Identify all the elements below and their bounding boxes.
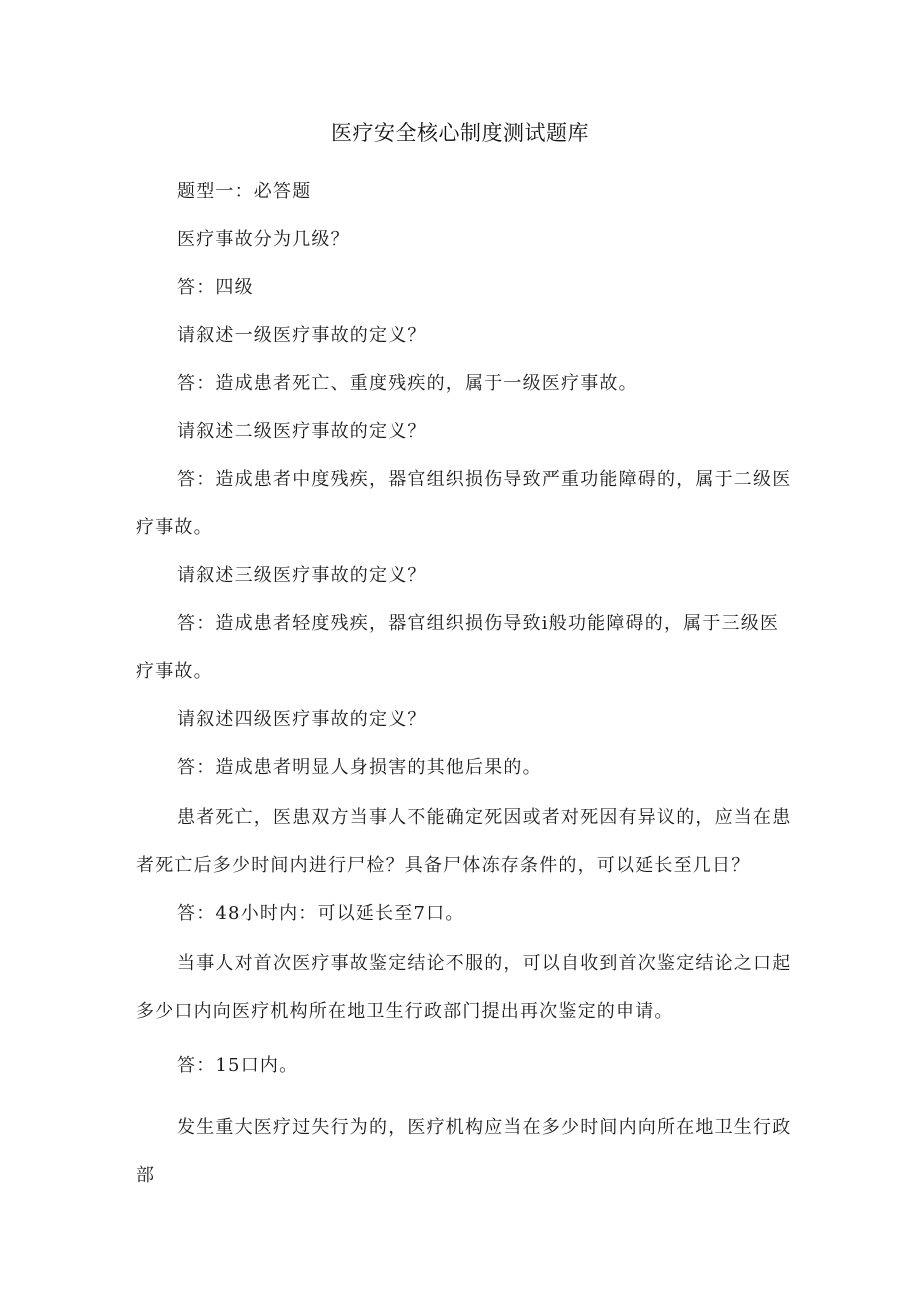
question-paragraph: 请叙述二级医疗事故的定义？ <box>177 421 427 442</box>
question-paragraph: 患者死亡，医患双方当事人不能确定死因或者对死因有异议的，应当在患者死亡后多少时间内进行尸检？具备尸体冻存条件的，可以延长至几日？ <box>136 807 792 876</box>
question-paragraph: 请叙述一级医疗事故的定义？ <box>177 325 427 346</box>
answer-paragraph: 答：造成患者中度残疾，器官组织损伤导致严重功能障碍的，属于二级医疗事故。 <box>136 469 792 538</box>
question-paragraph: 当事人对首次医疗事故鉴定结论不服的，可以自收到首次鉴定结论之口起多少口内向医疗机构所在地卫生行政部门提出再次鉴定的申请。 <box>136 953 792 1022</box>
question-paragraph: 发生重大医疗过失行为的，医疗机构应当在多少时间内向所在地卫生行政部 <box>136 1117 792 1186</box>
page-title: 医疗安全核心制度测试题库 <box>331 121 589 145</box>
answer-paragraph: 答：48小时内：可以延长至7口。 <box>177 903 465 924</box>
question-paragraph: 请叙述四级医疗事故的定义？ <box>177 709 427 730</box>
question-paragraph: 请叙述三级医疗事故的定义？ <box>177 565 427 586</box>
section-heading: 题型一：必答题 <box>177 181 312 202</box>
answer-paragraph: 答：造成患者死亡、重度残疾的，属于一级医疗事故。 <box>177 373 638 394</box>
answer-paragraph: 答：造成患者轻度残疾，器官组织损伤导致i般功能障碍的，属于三级医疗事故。 <box>136 613 780 682</box>
answer-paragraph: 答：15口内。 <box>177 1055 299 1076</box>
answer-paragraph: 答：造成患者明显人身损害的其他后果的。 <box>177 757 542 778</box>
question-paragraph: 医疗事故分为几级？ <box>177 229 350 250</box>
answer-paragraph: 答：四级 <box>177 277 254 298</box>
